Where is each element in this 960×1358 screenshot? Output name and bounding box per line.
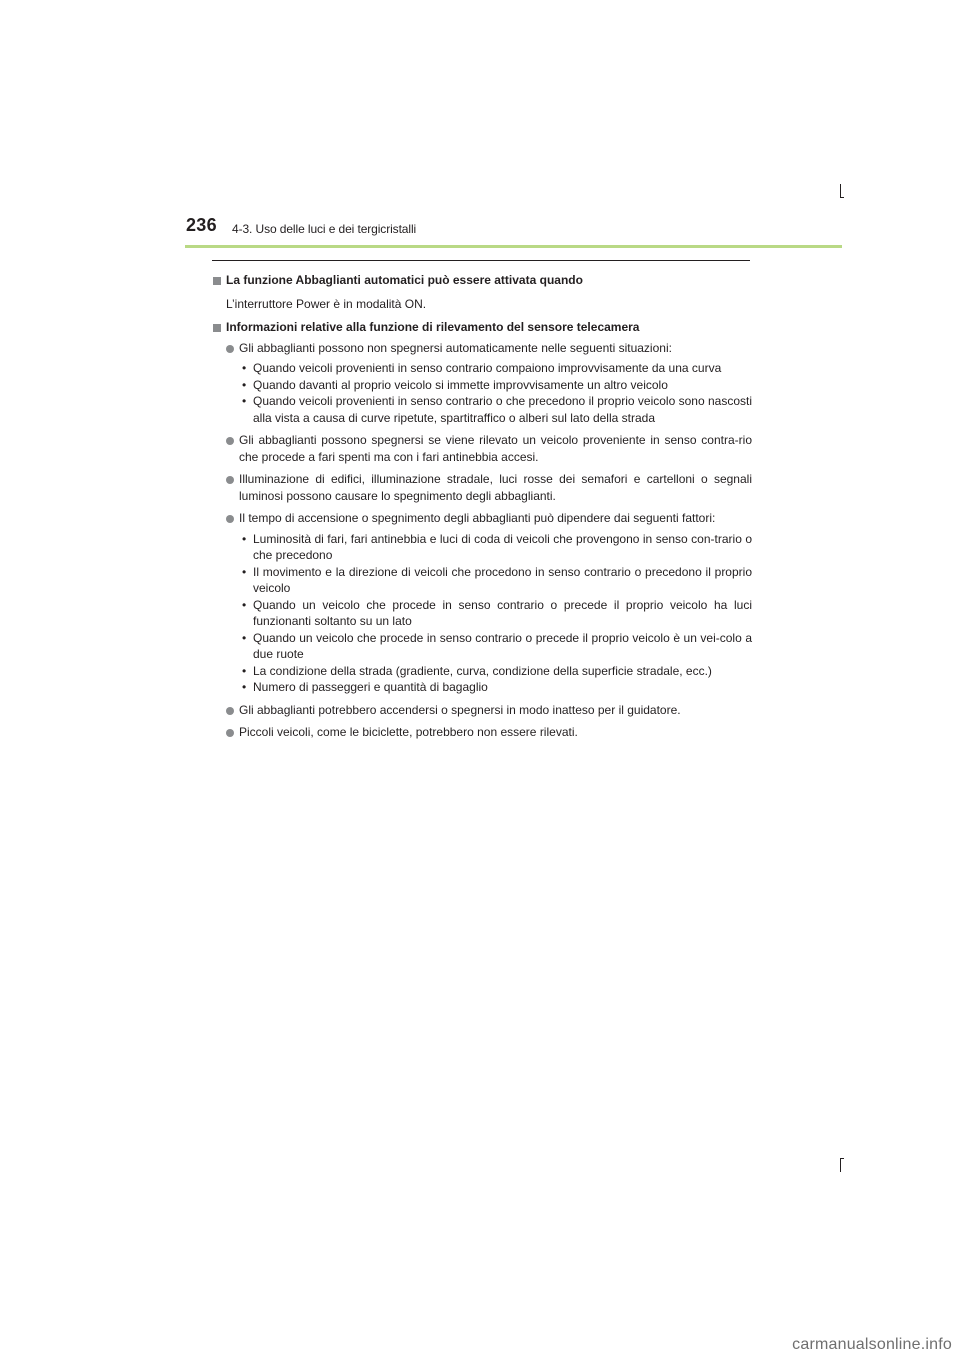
circle-bullet-icon: [226, 476, 234, 484]
bullet-text: Gli abbaglianti possono spegnersi se viene rilevato un veicolo proveniente in senso contra-rio che procede a fari spenti ma con i fari antinebbia accesi.: [239, 433, 752, 464]
sub-item-text: Quando davanti al proprio veicolo si immette improvvisamente un altro veicolo: [253, 377, 668, 392]
sub-item: [212, 564, 752, 597]
dot-mark-icon: •: [242, 531, 247, 546]
sub-list: [212, 360, 752, 426]
list-item: [212, 471, 752, 504]
sub-item-text: Luminosità di fari, fari antinebbia e luci di coda di veicoli che provengono in senso con-trario o che precedono: [253, 531, 752, 562]
content-divider: [212, 260, 750, 261]
square-bullet-icon: [213, 324, 221, 332]
bullet-item: [212, 340, 752, 357]
dot-mark-icon: •: [242, 361, 247, 375]
sub-item: [212, 630, 752, 663]
sub-item-text: Quando veicoli provenienti in senso contrario o che precedono il proprio veicolo sono nascosti alla vista a causa di curve ripetute, spartitraffico o alberi sul lato della strada: [253, 394, 752, 425]
dot-mark-icon: •: [242, 663, 247, 678]
section-title: 4-3. Uso delle luci e dei tergicristalli: [232, 222, 417, 236]
sub-item: [212, 663, 752, 680]
section-heading: [212, 319, 752, 336]
list-item: [212, 432, 752, 465]
dot-mark-icon: •: [242, 597, 247, 612]
dot-mark-icon: •: [242, 394, 247, 408]
sub-list: [212, 531, 752, 696]
bullet-text: Gli abbaglianti possono non spegnersi automaticamente nelle seguenti situazioni:: [239, 340, 672, 355]
dot-mark-icon: •: [242, 377, 247, 392]
crop-mark-top: [840, 184, 841, 198]
section-heading: [212, 272, 752, 289]
dot-mark-icon: •: [242, 680, 247, 694]
dot-mark-icon: •: [242, 630, 247, 645]
circle-bullet-icon: [226, 515, 234, 523]
page-number: 236: [186, 215, 217, 235]
watermark-text: carmanualsonline.info: [792, 1336, 952, 1353]
page-header: [0, 0, 960, 250]
sub-item-text: Il movimento e la direzione di veicoli che procedono in senso contrario o precedono il proprio veicolo: [253, 564, 752, 595]
page-body: [212, 268, 752, 747]
sub-item: [212, 531, 752, 564]
sub-item-text: Quando veicoli provenienti in senso contrario compaiono improvvisamente da una curva: [253, 361, 722, 375]
sub-item: [212, 377, 752, 394]
sub-item: [212, 597, 752, 630]
sub-item-text: Quando un veicolo che procede in senso contrario o precede il proprio veicolo è un vei-colo a due ruote: [253, 630, 752, 661]
section-heading-text: La funzione Abbaglianti automatici può essere attivata quando: [226, 273, 583, 287]
bullet-text: Illuminazione di edifici, illuminazione stradale, luci rosse dei semafori e cartelloni o segnali luminosi possono causare lo spegnimento degli abbaglianti.: [239, 472, 752, 503]
circle-bullet-icon: [226, 345, 234, 353]
bullet-item: [212, 702, 752, 719]
list-item: [212, 724, 752, 741]
circle-bullet-icon: [226, 437, 234, 445]
header-divider: [185, 245, 842, 248]
section-text: L’interruttore Power è in modalità ON.: [226, 296, 427, 311]
bullet-item: [212, 432, 752, 465]
list-item: [212, 510, 752, 696]
bullet-item: [212, 724, 752, 741]
bullet-text: Il tempo di accensione o spegnimento degli abbaglianti può dipendere dai seguenti fattori:: [239, 511, 716, 525]
bullet-text: Gli abbaglianti potrebbero accendersi o spegnersi in modo inatteso per il guidatore.: [239, 702, 681, 717]
list-item: [212, 340, 752, 427]
sub-item: [212, 679, 752, 696]
dot-mark-icon: •: [242, 564, 247, 579]
bullet-item: [212, 471, 752, 504]
list-item: [212, 702, 752, 719]
circle-bullet-icon: [226, 707, 234, 715]
crop-mark-bottom: [840, 1158, 841, 1172]
section-heading-text: Informazioni relative alla funzione di rilevamento del sensore telecamera: [226, 320, 640, 334]
sub-item-text: Quando un veicolo che procede in senso contrario o precede il proprio veicolo ha luci funzionanti soltanto su un lato: [253, 597, 752, 628]
square-bullet-icon: [213, 277, 221, 285]
bullet-text: Piccoli veicoli, come le biciclette, potrebbero non essere rilevati.: [239, 725, 578, 739]
sub-item: [212, 393, 752, 426]
sub-item: [212, 360, 752, 377]
sub-item-text: La condizione della strada (gradiente, curva, condizione della superficie stradale, ecc.): [253, 663, 712, 678]
bullet-item: [212, 510, 752, 527]
circle-bullet-icon: [226, 729, 234, 737]
sub-item-text: Numero di passeggeri e quantità di bagaglio: [253, 680, 488, 694]
